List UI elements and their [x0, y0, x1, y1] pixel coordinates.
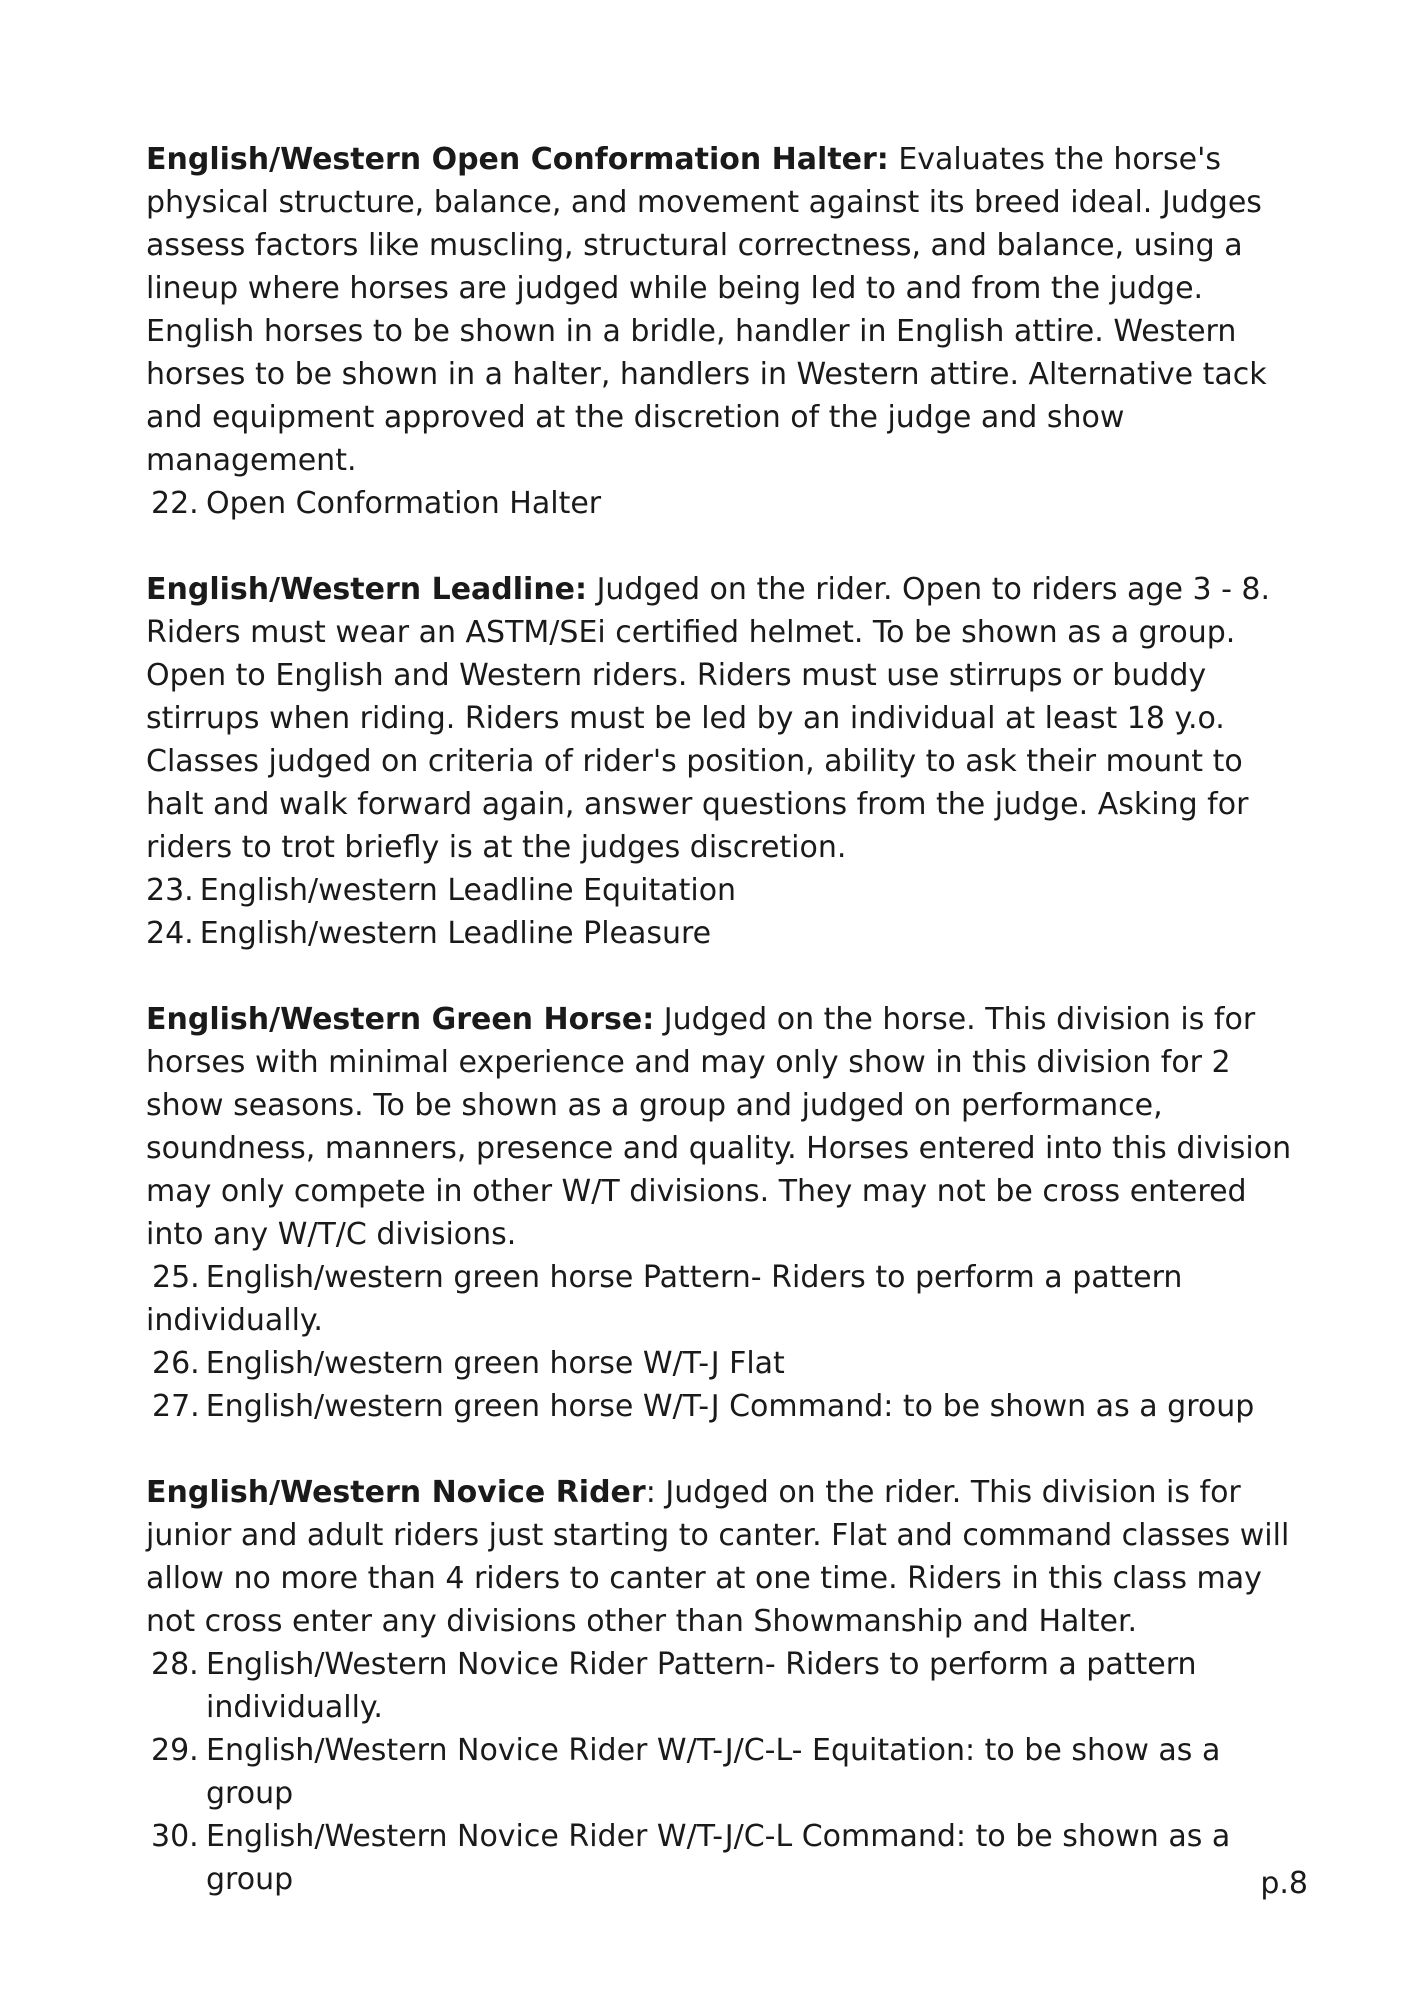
item-number: 24. — [146, 916, 194, 951]
item-text: English/Western Novice Rider Pattern- Riders to perform a pattern individually. — [206, 1647, 1197, 1725]
item-text: English/western green horse W/T-J Command: to be shown as a group — [205, 1389, 1255, 1424]
list-item — [146, 1385, 1306, 1428]
section-open-conformation-halter — [146, 138, 1306, 525]
section-body: Judged on the rider. Open to riders age 3 - 8. Riders must wear an ASTM/SEi certified helmet. To be shown as a group. Open to English and Western riders. Riders must use stirrups or buddy stirrups when riding. Riders must be led by an individual at least 18 y.o. Classes judged on criteria of rider's position, ability to ask their mount to halt and walk forward again, answer questions from the judge. Asking for riders to trot briefly is at the judges discretion. — [146, 572, 1271, 865]
list-item — [146, 1342, 1306, 1385]
section-heading: English/Western Open Conformation Halter: — [146, 142, 889, 177]
item-number: 30. — [151, 1819, 199, 1854]
list-item — [146, 482, 1306, 525]
section-green-horse — [146, 998, 1306, 1428]
list-item — [146, 1643, 1306, 1729]
item-text: English/Western Novice Rider W/T-J/C-L Command: to be shown as a group — [206, 1819, 1231, 1897]
list-item — [146, 869, 1306, 912]
list-item — [146, 1256, 1306, 1342]
section-body: : Judged on the rider. This division is for junior and adult riders just starting to canter. Flat and command classes will allow no more than 4 riders to canter at one time. Riders in this class may not cross enter any divisions other than Showmanship and Halter. — [146, 1475, 1290, 1639]
section-novice-rider — [146, 1471, 1306, 1901]
section-heading: English/Western Green Horse: — [146, 1002, 655, 1037]
item-number: 22. — [151, 486, 199, 521]
page-number: p.8 — [1260, 1866, 1308, 1901]
list-item — [146, 912, 1306, 955]
section-leadline — [146, 568, 1306, 955]
section-heading: English/Western Leadline: — [146, 572, 588, 607]
item-number: 25. — [152, 1260, 200, 1295]
section-paragraph — [146, 998, 1306, 1256]
item-text: Open Conformation Halter — [206, 486, 602, 521]
item-text: English/western Leadline Equitation — [199, 873, 737, 908]
section-heading: English/Western Novice Rider — [146, 1475, 646, 1510]
list-item — [146, 1815, 1306, 1901]
item-text: English/western green horse W/T-J Flat — [205, 1346, 785, 1381]
item-text: English/Western Novice Rider W/T-J/C-L- Equitation: to be show as a group — [206, 1733, 1221, 1811]
class-list — [146, 1643, 1306, 1901]
section-paragraph — [146, 1471, 1306, 1643]
item-number: 27. — [152, 1389, 200, 1424]
section-body: Evaluates the horse's physical structure, balance, and movement against its breed ideal. Judges assess factors like muscling, structural correctness, and balance, using a lineup where horses are judged while being led to and from the judge. English horses to be shown in a bridle, handler in English attire. Western horses to be shown in a halter, handlers in Western attire. Alternative tack and equipment approved at the discretion of the judge and show management. — [146, 142, 1267, 478]
class-list — [146, 482, 1306, 525]
section-paragraph — [146, 138, 1306, 482]
section-paragraph — [146, 568, 1306, 869]
item-text: English/western green horse Pattern- Riders to perform a pattern individually. — [146, 1260, 1183, 1338]
item-number: 23. — [146, 873, 194, 908]
section-body: Judged on the horse. This division is for horses with minimal experience and may only show in this division for 2 show seasons. To be shown as a group and judged on performance, soundness, manners, presence and quality. Horses entered into this division may only compete in other W/T divisions. They may not be cross entered into any W/T/C divisions. — [146, 1002, 1292, 1252]
item-number: 26. — [152, 1346, 200, 1381]
item-number: 29. — [151, 1733, 199, 1768]
class-list — [146, 869, 1306, 955]
item-number: 28. — [151, 1647, 199, 1682]
document-page — [146, 138, 1306, 1944]
list-item — [146, 1729, 1306, 1815]
item-text: English/western Leadline Pleasure — [199, 916, 712, 951]
class-list — [146, 1256, 1306, 1428]
